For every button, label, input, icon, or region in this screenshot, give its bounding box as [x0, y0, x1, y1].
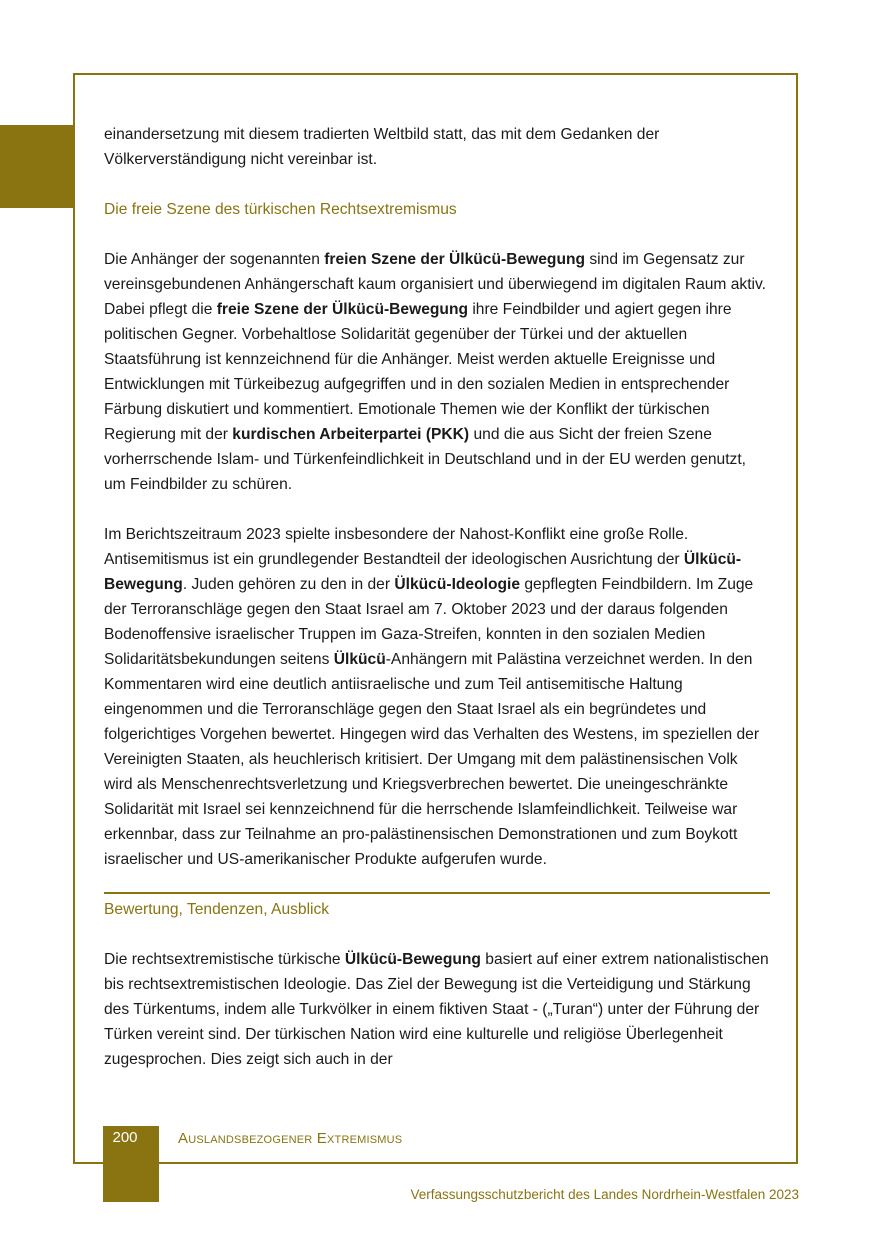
running-section-title: Auslandsbezogener Extremismus [178, 1130, 403, 1147]
section-heading-freie-szene: Die freie Szene des türkischen Rechtsextremismus [104, 201, 457, 218]
section-divider [104, 892, 770, 894]
chapter-tab-marker [0, 125, 75, 208]
paragraph-freie-szene: Die Anhänger der sogenannten freien Szene der Ülkücü-Bewegung sind im Gegensatz zur vereinsgebundenen Anhängerschaft kaum organisiert und überwiegend im digitalen Raum aktiv. Dabei pflegt die freie Szene der Ülkücü-Bewegung ihre Feindbilder und agiert gegen ihre politischen Gegner. Vorbehaltlose Solidarität gegenüber der Türkei und der aktuellen Staatsführung ist kennzeichnend für die Anhänger. Meist werden aktuelle Ereignisse und Entwicklungen mit Türkeibezug aufgegriffen und in den sozialen Medien in entsprechender Färbung diskutiert und kommentiert. Emotionale Themen wie der Konflikt der türkischen Regierung mit der kurdischen Arbeiterpartei (PKK) und die aus Sicht der freien Szene vorherrschende Islam- und Türkenfeindlichkeit in Deutschland und in der EU werden genutzt, um Feindbilder zu schüren. [104, 251, 766, 493]
paragraph-nahost: Im Berichtszeitraum 2023 spielte insbesondere der Nahost-Konflikt eine große Rolle. Antisemitismus ist ein grundlegender Bestandteil der ideologischen Ausrichtung der Ülkücü-Bewegung. Juden gehören zu den in der Ülkücü-Ideologie gepflegten Feindbildern. Im Zuge der Terroranschläge gegen den Staat Israel am 7. Oktober 2023 und der daraus folgenden Bodenoffensive israelischer Truppen im Gaza-Streifen, konnten in den sozialen Medien Solidaritätsbekundungen seitens Ülkücü-Anhängern mit Palästina verzeichnet werden. In den Kommentaren wird eine deutlich antiisraelische und zum Teil antisemitische Haltung eingenommen und die Terroranschläge gegen den Staat Israel als ein begründetes und folgerichtiges Vorgehen bewertet. Hingegen wird das Verhalten des Westens, im speziellen der Vereinigten Staaten, als heuchlerisch kritisiert. Der Umgang mit dem palästinensischen Volk wird als Menschenrechtsverletzung und Kriegsverbrechen bewertet. Die uneingeschränkte Solidarität mit Israel sei kennzeichnend für die herrschende Islamfeindlichkeit. Teilweise war erkennbar, dass zur Teilnahme an pro-palästinensischen Demonstrationen und zum Boykott israelischer und US-amerikanischer Produkte aufgerufen wurde. [104, 526, 760, 868]
body-text [104, 122, 770, 1097]
section-heading-bewertung: Bewertung, Tendenzen, Ausblick [104, 901, 330, 918]
page-number: 200 [112, 1129, 138, 1146]
paragraph-bewertung: Die rechtsextremistische türkische Ülkücü-Bewegung basiert auf einer extrem nationalistischen bis rechtsextremistischen Ideologie. Das Ziel der Bewegung ist die Verteidigung und Stärkung des Türkentums, indem alle Turkvölker in einem fiktiven Staat - („Turan“) unter der Führung der Türken vereint sind. Der türkischen Nation wird eine kulturelle und religiöse Überlegenheit zugesprochen. Dies zeigt sich auch in der [104, 951, 769, 1068]
paragraph-intro: einandersetzung mit diesem tradierten Weltbild statt, das mit dem Gedanken der Völkerverständigung nicht vereinbar ist. [104, 126, 660, 168]
publication-footer: Verfassungsschutzbericht des Landes Nordrhein-Westfalen 2023 [410, 1187, 799, 1202]
